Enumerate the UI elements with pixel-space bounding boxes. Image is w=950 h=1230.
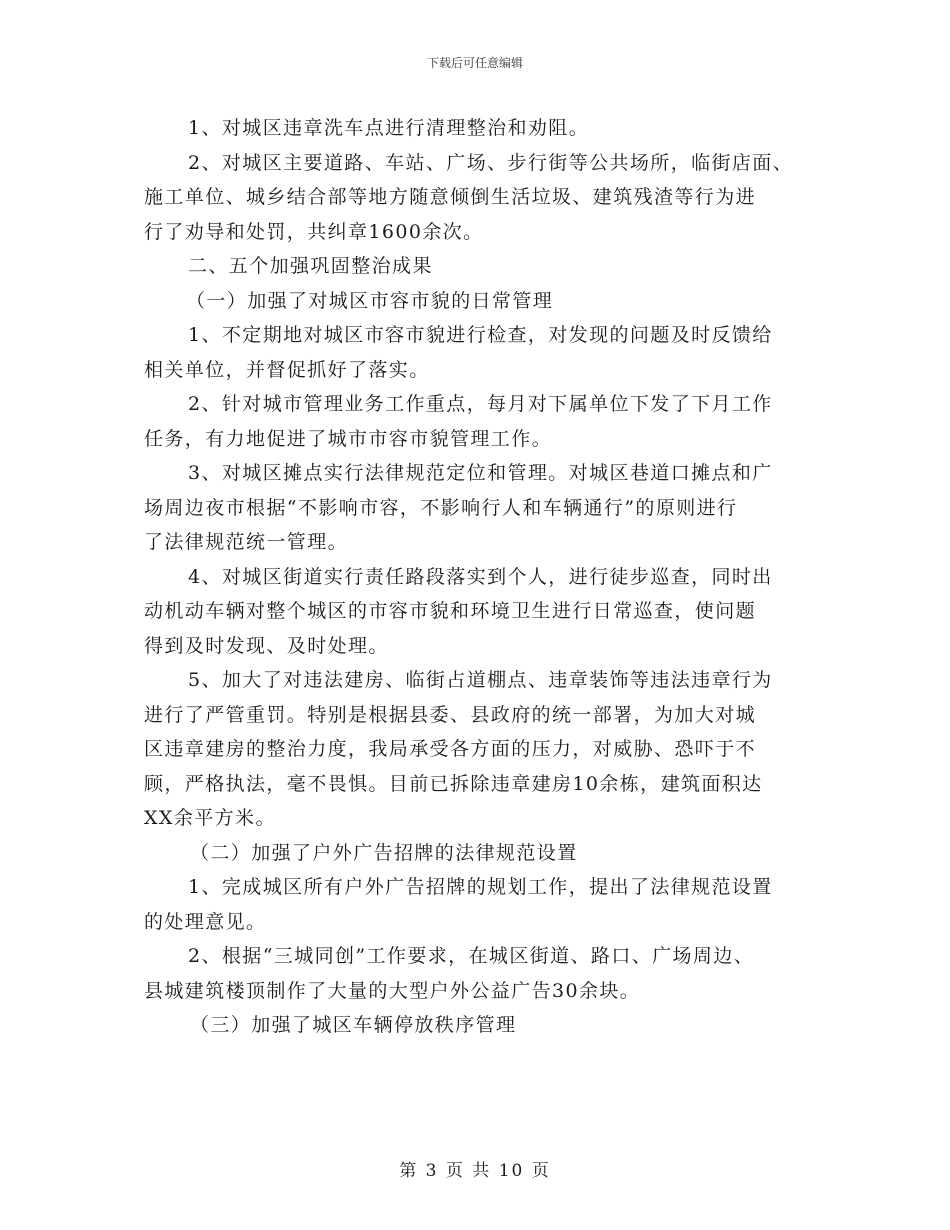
paragraph-line: 4、对城区街道实行责任路段落实到个人，进行徒步巡查，同时出 xyxy=(188,565,773,588)
paragraph-line: 3、对城区摊点实行法律规范定位和管理。对城区巷道口摊点和广 xyxy=(188,462,773,484)
page-header: 下载后可任意编辑 xyxy=(426,56,523,70)
paragraph-line: 行了劝导和处罚，共纠章1600余次。 xyxy=(144,220,484,243)
document-body xyxy=(144,111,824,1043)
paragraph-line: 2、针对城市管理业务工作重点，每月对下属单位下发了下月工作 xyxy=(188,393,773,415)
paragraph-line: 1、完成城区所有户外广告招牌的规划工作，提出了法律规范设置 xyxy=(188,876,773,898)
paragraph-line: 2、根据“三城同创”工作要求，在城区街道、路口、广场周边、 xyxy=(188,945,755,967)
paragraph-line: 相关单位，并督促抓好了落实。 xyxy=(144,358,430,381)
paragraph-line: 施工单位、城乡结合部等地方随意倾倒生活垃圾、建筑残渣等行为进 xyxy=(144,186,757,208)
paragraph-line: 1、不定期地对城区市容市貌进行检查，对发现的问题及时反馈给 xyxy=(188,324,773,346)
paragraph-line: 的处理意见。 xyxy=(144,910,267,933)
paragraph-line: 1、对城区违章洗车点进行清理整治和劝阻。 xyxy=(188,117,590,139)
paragraph-line: 顾，严格执法，毫不畏惧。目前已拆除违章建房10余栋，建筑面积达 xyxy=(144,772,763,795)
section-heading: 二、五个加强巩固整治成果 xyxy=(188,255,433,277)
paragraph-line: 了法律规范统一管理。 xyxy=(144,531,349,553)
subsection-heading: （一）加强了对城区市容市貌的日常管理 xyxy=(186,289,554,312)
paragraph-line: 得到及时发现、及时处理。 xyxy=(144,634,389,657)
paragraph-line: XX余平方米。 xyxy=(144,807,276,829)
paragraph-line: 任务，有力地促进了城市市容市貌管理工作。 xyxy=(144,427,553,450)
paragraph-line: 2、对城区主要道路、车站、广场、步行街等公共场所，临街店面、 xyxy=(188,151,794,174)
subsection-heading: （二）加强了户外广告招牌的法律规范设置 xyxy=(190,841,578,864)
subsection-heading: （三）加强了城区车辆停放秩序管理 xyxy=(190,1014,517,1036)
page-number-footer: 第 3 页 共 10 页 xyxy=(399,1161,551,1181)
paragraph-line: 场周边夜市根据“不影响市容，不影响行人和车辆通行”的原则进行 xyxy=(144,496,738,519)
paragraph-line: 县城建筑楼顶制作了大量的大型户外公益广告30余块。 xyxy=(144,979,641,1002)
paragraph-line: 5、加大了对违法建房、临街占道棚点、违章装饰等违法违章行为 xyxy=(188,669,773,691)
paragraph-line: 进行了严管重罚。特别是根据县委、县政府的统一部署，为加大对城 xyxy=(144,703,757,726)
paragraph-line: 区违章建房的整治力度，我局承受各方面的压力，对威胁、恐吓于不 xyxy=(144,738,757,760)
paragraph-line: 动机动车辆对整个城区的市容市貌和环境卫生进行日常巡查，使问题 xyxy=(144,600,757,622)
